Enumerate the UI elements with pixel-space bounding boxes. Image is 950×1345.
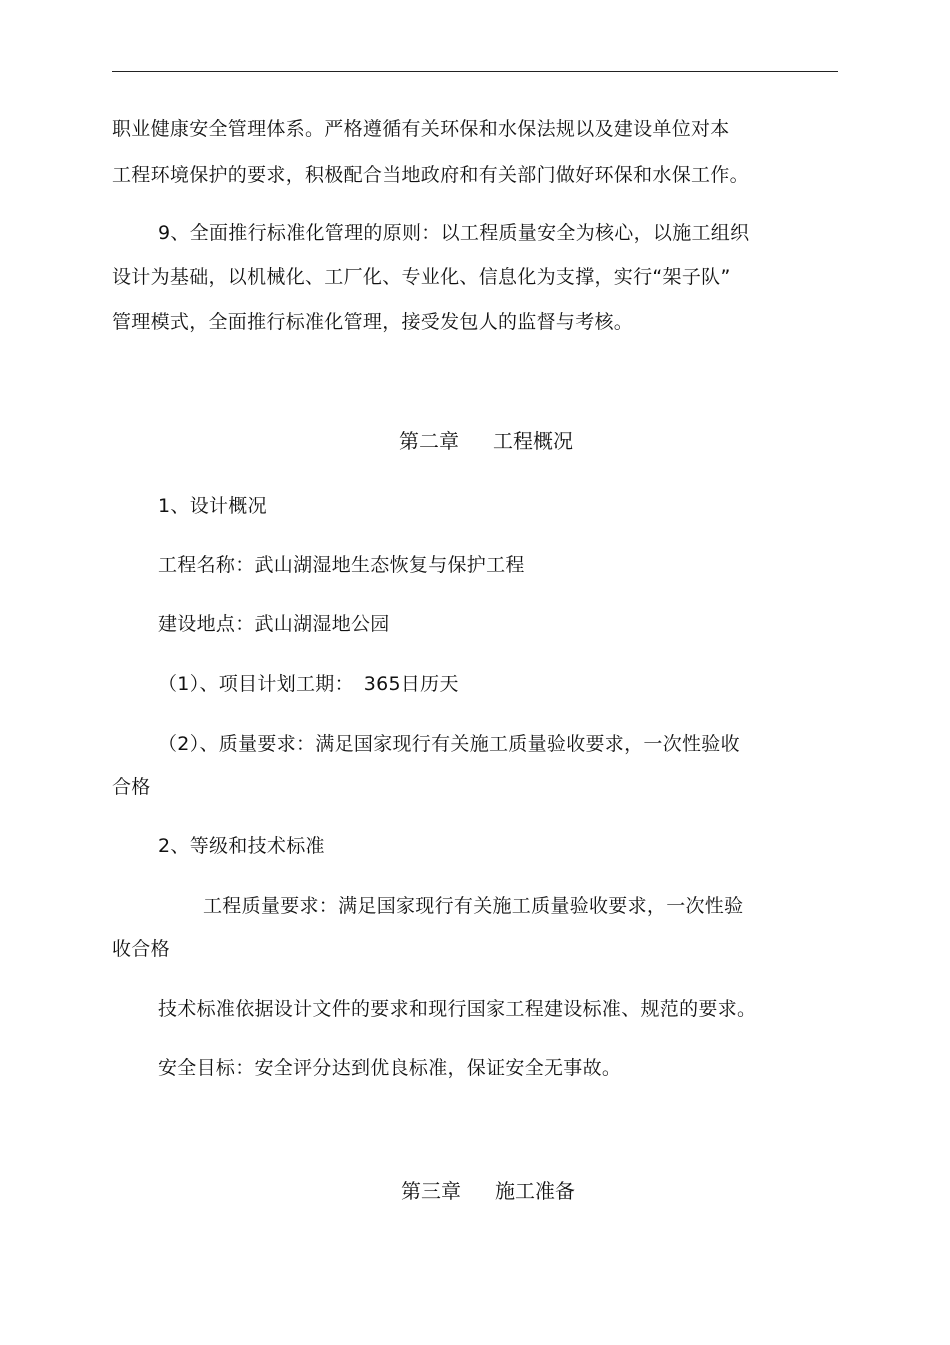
text-line: 管理模式，全面推行标准化管理，接受发包人的监督与考核。: [112, 311, 634, 333]
safety-goal: 安全目标：安全评分达到优良标准，保证安全无事故。: [158, 1057, 622, 1079]
text-line: 工程环境保护的要求，积极配合当地政府和有关部门做好环保和水保工作。: [112, 164, 749, 186]
section-heading: 2、等级和技术标准: [158, 835, 325, 857]
project-name: 工程名称：武山湖湿地生态恢复与保护工程: [158, 554, 525, 576]
project-schedule: （1）、项目计划工期： 365日历天: [158, 673, 459, 695]
chapter-title: 施工准备: [495, 1179, 575, 1203]
text-line: 职业健康安全管理体系。严格遵循有关环保和水保法规以及建设单位对本: [112, 118, 730, 140]
header-rule: [112, 71, 838, 72]
quality-requirement: 工程质量要求：满足国家现行有关施工质量验收要求，一次性验: [203, 895, 744, 917]
quality-requirement: （2）、质量要求：满足国家现行有关施工质量验收要求，一次性验收: [158, 733, 740, 755]
section-heading: 1、设计概况: [158, 495, 267, 517]
chapter-number: 第三章: [401, 1179, 461, 1203]
technical-standard: 技术标准依据设计文件的要求和现行国家工程建设标准、规范的要求。: [158, 998, 757, 1020]
chapter-heading: [399, 428, 573, 454]
quality-requirement-continued: 收合格: [112, 938, 170, 960]
chapter-heading: [401, 1178, 575, 1204]
chapter-number: 第二章: [399, 429, 459, 453]
text-line: 9、全面推行标准化管理的原则：以工程质量安全为核心，以施工组织: [158, 222, 750, 244]
text-line: 设计为基础，以机械化、工厂化、专业化、信息化为支撑，实行“架子队”: [112, 266, 731, 288]
project-location: 建设地点：武山湖湿地公园: [158, 613, 390, 635]
chapter-title: 工程概况: [493, 429, 573, 453]
quality-requirement-continued: 合格: [112, 776, 151, 798]
